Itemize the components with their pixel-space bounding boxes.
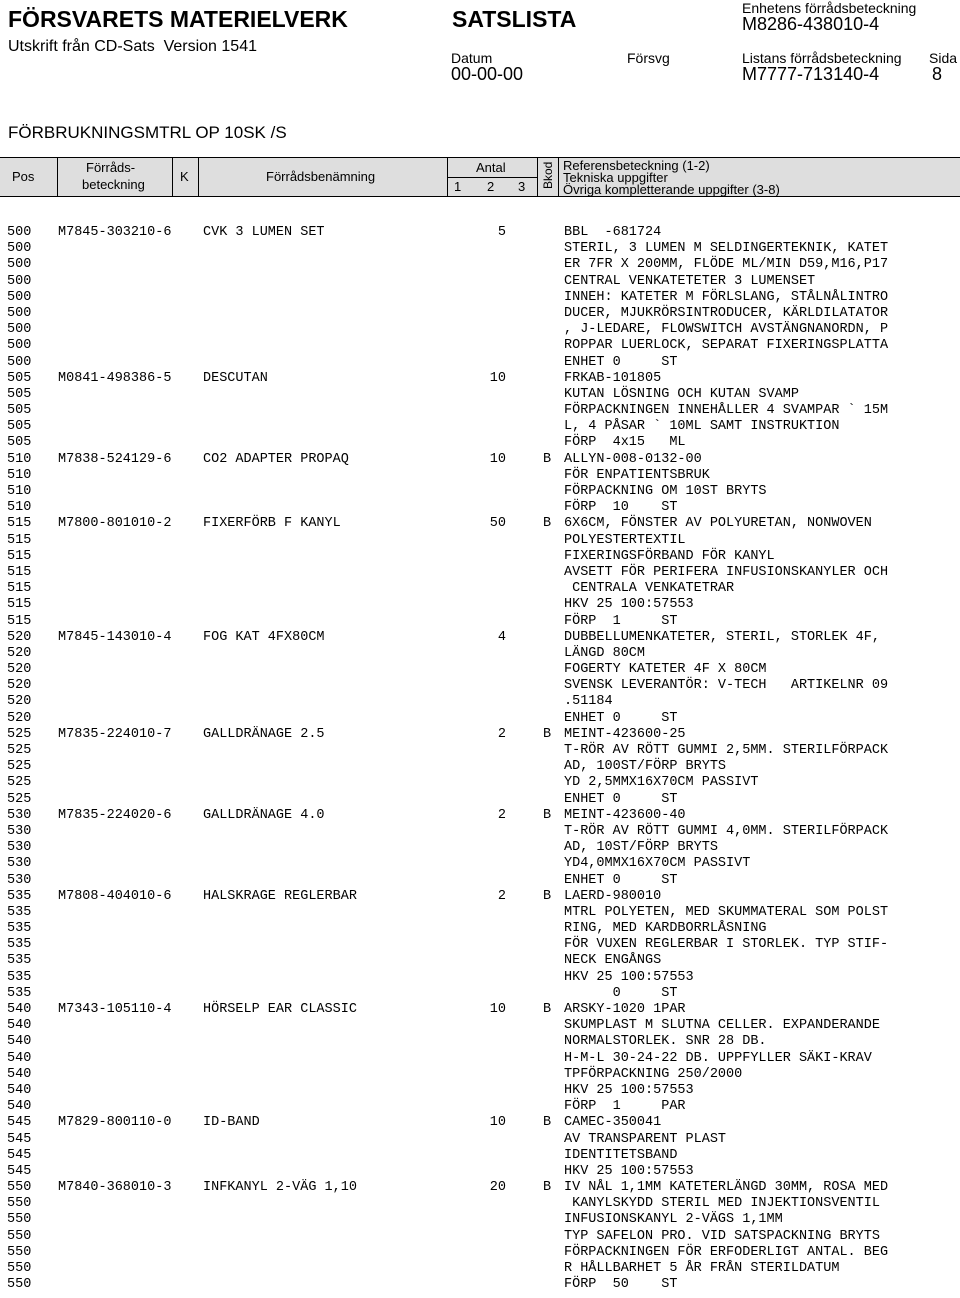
row-position: 530 bbox=[7, 823, 32, 839]
row-position: 500 bbox=[7, 273, 32, 289]
row-position: 500 bbox=[7, 289, 32, 305]
row-position: 510 bbox=[7, 467, 32, 483]
table-row bbox=[0, 1051, 960, 1067]
row-item-number: M0841-498386-5 bbox=[58, 370, 172, 386]
row-position: 500 bbox=[7, 322, 32, 338]
table-row bbox=[0, 905, 960, 921]
table-row bbox=[0, 1245, 960, 1261]
table-row bbox=[0, 614, 960, 630]
row-position: 545 bbox=[7, 1131, 32, 1147]
table-row bbox=[0, 1018, 960, 1034]
row-details: MTRL POLYETEN, MED SKUMMATERAL SOM POLST bbox=[564, 904, 889, 920]
header-ref-2: Tekniska uppgifter bbox=[563, 170, 668, 185]
row-quantity: 4 bbox=[497, 629, 506, 645]
row-quantity: 5 bbox=[497, 225, 506, 240]
row-position: 550 bbox=[7, 1277, 32, 1293]
row-position: 550 bbox=[7, 1228, 32, 1244]
row-position: 530 bbox=[7, 807, 32, 823]
row-details: STERIL, 3 LUMEN M SELDINGERTEKNIK, KATET bbox=[564, 241, 889, 257]
row-details: FÖRP 10 ST bbox=[564, 500, 678, 516]
row-details: AV TRANSPARENT PLAST bbox=[564, 1131, 727, 1147]
row-quantity: 50 bbox=[489, 516, 506, 532]
row-bkod: B bbox=[543, 516, 552, 532]
row-position: 535 bbox=[7, 921, 32, 937]
table-row bbox=[0, 1229, 960, 1245]
row-details: POLYESTERTEXTIL bbox=[564, 532, 686, 548]
table-row bbox=[0, 549, 960, 565]
header-antal-1: 1 bbox=[454, 179, 462, 194]
table-row bbox=[0, 1164, 960, 1180]
table-row bbox=[0, 630, 960, 646]
table-row bbox=[0, 322, 960, 338]
row-quantity: 10 bbox=[489, 451, 506, 467]
row-position: 540 bbox=[7, 1018, 32, 1034]
row-position: 505 bbox=[7, 435, 32, 451]
table-row bbox=[0, 953, 960, 969]
row-details: , J-LEDARE, FLOWSWITCH AVSTÄNGNANORDN, P bbox=[564, 322, 889, 338]
row-item-number: M7840-368010-3 bbox=[58, 1180, 172, 1196]
row-item-name: HÖRSELP EAR CLASSIC bbox=[203, 1002, 357, 1017]
row-quantity: 2 bbox=[497, 726, 506, 742]
table-row bbox=[0, 759, 960, 775]
list-value: M7777-713140-4 bbox=[742, 64, 880, 84]
antal-divider bbox=[447, 177, 537, 178]
row-bkod: B bbox=[543, 888, 552, 904]
table-row bbox=[0, 516, 960, 532]
row-details: BBL -681724 bbox=[564, 225, 662, 240]
row-details: H-M-L 30-24-22 DB. UPPFYLLER SÄKI-KRAV bbox=[564, 1050, 872, 1066]
table-row bbox=[0, 970, 960, 986]
row-details: HKV 25 100:57553 bbox=[564, 1163, 694, 1179]
row-bkod: B bbox=[543, 726, 552, 742]
row-position: 535 bbox=[7, 937, 32, 953]
table-row bbox=[0, 387, 960, 403]
header-k: K bbox=[180, 169, 189, 184]
table-row bbox=[0, 808, 960, 824]
table-row bbox=[0, 257, 960, 273]
row-item-name: GALLDRÄNAGE 4.0 bbox=[203, 807, 325, 823]
row-item-name: CO2 ADAPTER PROPAQ bbox=[203, 451, 349, 467]
table-row bbox=[0, 856, 960, 872]
row-details: ARSKY-1020 1PAR bbox=[564, 1002, 686, 1017]
row-details: FIXERINGSFÖRBAND FÖR KANYL bbox=[564, 548, 775, 564]
header-antal-3: 3 bbox=[518, 179, 526, 194]
table-row bbox=[0, 1277, 960, 1293]
row-quantity: 10 bbox=[489, 1115, 506, 1131]
table-row bbox=[0, 792, 960, 808]
row-details: AVSETT FÖR PERIFERA INFUSIONSKANYLER OCH bbox=[564, 564, 889, 580]
row-details: HKV 25 100:57553 bbox=[564, 597, 694, 613]
row-position: 535 bbox=[7, 888, 32, 904]
row-details: NECK ENGÅNGS bbox=[564, 953, 662, 969]
row-position: 505 bbox=[7, 403, 32, 419]
row-details: TYP SAFELON PRO. VID SATSPACKNING BRYTS bbox=[564, 1228, 880, 1244]
header-name: Förrådsbenämning bbox=[266, 169, 376, 184]
table-row bbox=[0, 986, 960, 1002]
row-position: 520 bbox=[7, 678, 32, 694]
row-details: ENHET 0 ST bbox=[564, 354, 678, 370]
table-row bbox=[0, 274, 960, 290]
row-position: 505 bbox=[7, 386, 32, 402]
row-details: FOGERTY KATETER 4F X 80CM bbox=[564, 662, 767, 678]
row-details: FÖRPACKNINGEN FÖR ERFODERLIGT ANTAL. BEG bbox=[564, 1244, 889, 1260]
table-row bbox=[0, 727, 960, 743]
row-position: 500 bbox=[7, 354, 32, 370]
table-row bbox=[0, 355, 960, 371]
table-row bbox=[0, 468, 960, 484]
row-quantity: 10 bbox=[489, 370, 506, 386]
row-details: YD 2,5MMX16X70CM PASSIVT bbox=[564, 775, 759, 791]
row-details: FÖR ENPATIENTSBRUK bbox=[564, 467, 710, 483]
table-row bbox=[0, 1132, 960, 1148]
table-row bbox=[0, 678, 960, 694]
header-ref-1: Referensbeteckning (1-2) bbox=[563, 158, 710, 173]
row-details: HKV 25 100:57553 bbox=[564, 969, 694, 985]
row-details: ER 7FR X 200MM, FLÖDE ML/MIN D59,M16,P17 bbox=[564, 257, 889, 273]
row-item-name: INFKANYL 2-VÄG 1,10 bbox=[203, 1180, 357, 1196]
row-position: 545 bbox=[7, 1163, 32, 1179]
header-bkod: Bkod bbox=[541, 161, 555, 189]
row-position: 500 bbox=[7, 225, 32, 240]
row-position: 510 bbox=[7, 484, 32, 499]
row-details: MEINT-423600-25 bbox=[564, 726, 686, 742]
row-position: 540 bbox=[7, 1082, 32, 1098]
row-details: CENTRALA VENKATETRAR bbox=[564, 581, 735, 597]
row-details: FÖRP 1 PAR bbox=[564, 1099, 686, 1115]
row-position: 515 bbox=[7, 548, 32, 564]
table-row bbox=[0, 1115, 960, 1131]
page-number: 8 bbox=[932, 64, 943, 84]
table-row bbox=[0, 581, 960, 597]
row-position: 525 bbox=[7, 743, 32, 758]
table-row bbox=[0, 775, 960, 791]
date-label: Datum bbox=[451, 50, 493, 66]
row-item-number: M7845-303210-6 bbox=[58, 225, 172, 240]
table-row bbox=[0, 371, 960, 387]
row-position: 500 bbox=[7, 241, 32, 257]
row-position: 535 bbox=[7, 953, 32, 969]
table-row bbox=[0, 840, 960, 856]
row-bkod: B bbox=[543, 1115, 552, 1131]
row-details: SKUMPLAST M SLUTNA CELLER. EXPANDERANDE bbox=[564, 1018, 880, 1034]
row-position: 520 bbox=[7, 694, 32, 710]
row-position: 525 bbox=[7, 726, 32, 742]
row-item-number: M7838-524129-6 bbox=[58, 451, 172, 467]
row-item-number: M7845-143010-4 bbox=[58, 629, 172, 645]
document-type: SATSLISTA bbox=[452, 6, 577, 32]
table-row bbox=[0, 500, 960, 516]
date-value: 00-00-00 bbox=[451, 64, 524, 84]
row-position: 520 bbox=[7, 710, 32, 726]
print-subtitle: Utskrift från CD-Sats Version 1541 bbox=[8, 38, 257, 55]
row-details: HKV 25 100:57553 bbox=[564, 1082, 694, 1098]
row-position: 515 bbox=[7, 581, 32, 597]
column-divider bbox=[537, 158, 538, 196]
table-row bbox=[0, 921, 960, 937]
table-row bbox=[0, 1034, 960, 1050]
unit-value: M8286-438010-4 bbox=[742, 14, 880, 34]
row-details: 0 ST bbox=[564, 985, 678, 1001]
row-position: 540 bbox=[7, 1002, 32, 1017]
row-position: 530 bbox=[7, 856, 32, 872]
row-item-number: M7829-800110-0 bbox=[58, 1115, 172, 1131]
row-bkod: B bbox=[543, 1180, 552, 1196]
row-item-name: DESCUTAN bbox=[203, 370, 268, 386]
item-table bbox=[0, 225, 960, 1293]
row-item-name: FIXERFÖRB F KANYL bbox=[203, 516, 341, 532]
row-position: 525 bbox=[7, 791, 32, 807]
row-position: 510 bbox=[7, 500, 32, 516]
row-details: YD4,0MMX16X70CM PASSIVT bbox=[564, 856, 751, 872]
table-row bbox=[0, 1180, 960, 1196]
header-antal-2: 2 bbox=[487, 179, 495, 194]
page-label: Sida bbox=[929, 50, 958, 66]
header-antal: Antal bbox=[476, 160, 506, 175]
table-row bbox=[0, 419, 960, 435]
row-position: 515 bbox=[7, 597, 32, 613]
table-row bbox=[0, 225, 960, 241]
row-position: 535 bbox=[7, 904, 32, 920]
table-row bbox=[0, 1002, 960, 1018]
table-row bbox=[0, 1261, 960, 1277]
header-ref-3: Övriga kompletterande uppgifter (3-8) bbox=[563, 182, 780, 197]
row-position: 505 bbox=[7, 419, 32, 435]
row-quantity: 10 bbox=[489, 1002, 506, 1017]
row-details: KUTAN LÖSNING OCH KUTAN SVAMP bbox=[564, 386, 799, 402]
row-position: 550 bbox=[7, 1212, 32, 1228]
table-row bbox=[0, 1083, 960, 1099]
row-details: SVENSK LEVERANTÖR: V-TECH ARTIKELNR 09 bbox=[564, 678, 889, 694]
row-item-number: M7343-105110-4 bbox=[58, 1002, 172, 1017]
row-position: 525 bbox=[7, 759, 32, 775]
row-position: 545 bbox=[7, 1147, 32, 1163]
row-position: 540 bbox=[7, 1099, 32, 1115]
table-row bbox=[0, 1067, 960, 1083]
table-row bbox=[0, 1196, 960, 1212]
row-details: AD, 10ST/FÖRP BRYTS bbox=[564, 840, 718, 856]
row-details: CENTRAL VENKATETETER 3 LUMENSET bbox=[564, 273, 816, 289]
row-position: 520 bbox=[7, 662, 32, 678]
row-details: ENHET 0 ST bbox=[564, 710, 678, 726]
row-position: 550 bbox=[7, 1196, 32, 1212]
row-item-name: GALLDRÄNAGE 2.5 bbox=[203, 726, 325, 742]
table-row bbox=[0, 597, 960, 613]
row-position: 550 bbox=[7, 1261, 32, 1276]
row-details: T-RÖR AV RÖTT GUMMI 4,0MM. STERILFÖRPACK bbox=[564, 823, 889, 839]
table-row bbox=[0, 937, 960, 953]
row-position: 500 bbox=[7, 305, 32, 321]
table-row bbox=[0, 662, 960, 678]
row-position: 520 bbox=[7, 629, 32, 645]
row-details: RING, MED KARDBORRLÅSNING bbox=[564, 921, 767, 937]
table-row bbox=[0, 694, 960, 710]
table-row bbox=[0, 711, 960, 727]
row-position: 530 bbox=[7, 840, 32, 856]
row-details: LÄNGD 80CM bbox=[564, 645, 646, 661]
section-title: FÖRBRUKNINGSMTRL OP 10SK /S bbox=[8, 123, 287, 142]
row-details: KANYLSKYDD STERIL MED INJEKTIONSVENTIL bbox=[564, 1196, 880, 1212]
header-forrad-2: beteckning bbox=[82, 177, 145, 192]
row-position: 505 bbox=[7, 370, 32, 386]
row-position: 550 bbox=[7, 1244, 32, 1260]
row-position: 535 bbox=[7, 969, 32, 985]
row-details: ROPPAR LUERLOCK, SEPARAT FIXERINGSPLATTA bbox=[564, 338, 889, 354]
table-row bbox=[0, 565, 960, 581]
row-details: 6X6CM, FÖNSTER AV POLYURETAN, NONWOVEN bbox=[564, 516, 872, 532]
row-details: FRKAB-101805 bbox=[564, 370, 662, 386]
row-details: MEINT-423600-40 bbox=[564, 807, 686, 823]
table-row bbox=[0, 1212, 960, 1228]
table-row bbox=[0, 403, 960, 419]
row-position: 530 bbox=[7, 872, 32, 888]
table-row bbox=[0, 743, 960, 759]
header-pos: Pos bbox=[12, 169, 35, 184]
unit-label: Enhetens förrådsbeteckning bbox=[742, 0, 917, 16]
row-details: R HÅLLBARHET 5 ÅR FRÅN STERILDATUM bbox=[564, 1261, 840, 1276]
table-row bbox=[0, 338, 960, 354]
table-row bbox=[0, 241, 960, 257]
row-item-number: M7835-224010-7 bbox=[58, 726, 172, 742]
row-details: ENHET 0 ST bbox=[564, 872, 678, 888]
row-item-name: ID-BAND bbox=[203, 1115, 260, 1131]
table-row bbox=[0, 533, 960, 549]
forsvg-label: Försvg bbox=[627, 50, 670, 66]
row-item-name: FOG KAT 4FX80CM bbox=[203, 629, 325, 645]
row-position: 520 bbox=[7, 645, 32, 661]
row-position: 535 bbox=[7, 985, 32, 1001]
row-position: 510 bbox=[7, 451, 32, 467]
table-row bbox=[0, 1148, 960, 1164]
row-position: 515 bbox=[7, 613, 32, 629]
row-details: ENHET 0 ST bbox=[564, 791, 678, 807]
row-details: FÖR VUXEN REGLERBAR I STORLEK. TYP STIF- bbox=[564, 937, 889, 953]
row-position: 500 bbox=[7, 257, 32, 273]
row-details: DUCER, MJUKRÖRSINTRODUCER, KÄRLDILATATOR bbox=[564, 305, 889, 321]
row-details: AD, 100ST/FÖRP BRYTS bbox=[564, 759, 727, 775]
row-details: INFUSIONSKANYL 2-VÄGS 1,1MM bbox=[564, 1212, 783, 1228]
row-bkod: B bbox=[543, 451, 552, 467]
row-details: TPFÖRPACKNING 250/2000 bbox=[564, 1066, 743, 1082]
row-position: 540 bbox=[7, 1066, 32, 1082]
table-row bbox=[0, 435, 960, 451]
row-details: FÖRP 1 ST bbox=[564, 613, 678, 629]
row-details: .51184 bbox=[564, 694, 613, 710]
row-details: IV NÅL 1,1MM KATETERLÄNGD 30MM, ROSA MED bbox=[564, 1180, 889, 1196]
row-item-name: CVK 3 LUMEN SET bbox=[203, 225, 325, 240]
row-position: 515 bbox=[7, 516, 32, 532]
header-forrad-1: Förråds- bbox=[86, 160, 136, 175]
row-details: FÖRP 4x15 ML bbox=[564, 435, 686, 451]
table-row bbox=[0, 1099, 960, 1115]
row-details: FÖRP 50 ST bbox=[564, 1277, 678, 1293]
table-row bbox=[0, 646, 960, 662]
row-details: FÖRPACKNING OM 10ST BRYTS bbox=[564, 484, 767, 499]
row-bkod: B bbox=[543, 1002, 552, 1017]
row-details: IDENTITETSBAND bbox=[564, 1147, 678, 1163]
row-quantity: 2 bbox=[497, 807, 506, 823]
company-name: FÖRSVARETS MATERIELVERK bbox=[8, 6, 348, 32]
table-row bbox=[0, 306, 960, 322]
row-quantity: 2 bbox=[497, 888, 506, 904]
table-header bbox=[0, 157, 960, 197]
row-position: 540 bbox=[7, 1034, 32, 1050]
row-item-number: M7835-224020-6 bbox=[58, 807, 172, 823]
row-position: 500 bbox=[7, 338, 32, 354]
column-divider bbox=[198, 158, 199, 196]
column-divider bbox=[57, 158, 58, 196]
list-label: Listans förrådsbeteckning bbox=[742, 50, 902, 66]
row-position: 525 bbox=[7, 775, 32, 791]
row-position: 515 bbox=[7, 564, 32, 580]
row-details: CAMEC-350041 bbox=[564, 1115, 662, 1131]
row-position: 545 bbox=[7, 1115, 32, 1131]
table-row bbox=[0, 889, 960, 905]
row-details: T-RÖR AV RÖTT GUMMI 2,5MM. STERILFÖRPACK bbox=[564, 743, 889, 758]
row-item-number: M7808-404010-6 bbox=[58, 888, 172, 904]
table-row bbox=[0, 452, 960, 468]
row-item-name: HALSKRAGE REGLERBAR bbox=[203, 888, 357, 904]
row-bkod: B bbox=[543, 807, 552, 823]
row-position: 540 bbox=[7, 1050, 32, 1066]
row-details: FÖRPACKNINGEN INNEHÅLLER 4 SVAMPAR ` 15M bbox=[564, 403, 889, 419]
row-details: ALLYN-008-0132-00 bbox=[564, 451, 702, 467]
column-divider bbox=[558, 158, 559, 196]
row-details: DUBBELLUMENKATETER, STERIL, STORLEK 4F, bbox=[564, 629, 880, 645]
table-row bbox=[0, 824, 960, 840]
row-item-number: M7800-801010-2 bbox=[58, 516, 172, 532]
table-row bbox=[0, 484, 960, 500]
row-details: LAERD-980010 bbox=[564, 888, 662, 904]
row-details: L, 4 PÅSAR ` 10ML SAMT INSTRUKTION bbox=[564, 419, 840, 435]
row-details: INNEH: KATETER M FÖRLSLANG, STÅLNÅLINTRO bbox=[564, 289, 889, 305]
row-position: 515 bbox=[7, 532, 32, 548]
table-row bbox=[0, 873, 960, 889]
table-row bbox=[0, 290, 960, 306]
row-quantity: 20 bbox=[489, 1180, 506, 1196]
column-divider bbox=[172, 158, 173, 196]
row-details: NORMALSTORLEK. SNR 28 DB. bbox=[564, 1034, 767, 1050]
row-position: 550 bbox=[7, 1180, 32, 1196]
